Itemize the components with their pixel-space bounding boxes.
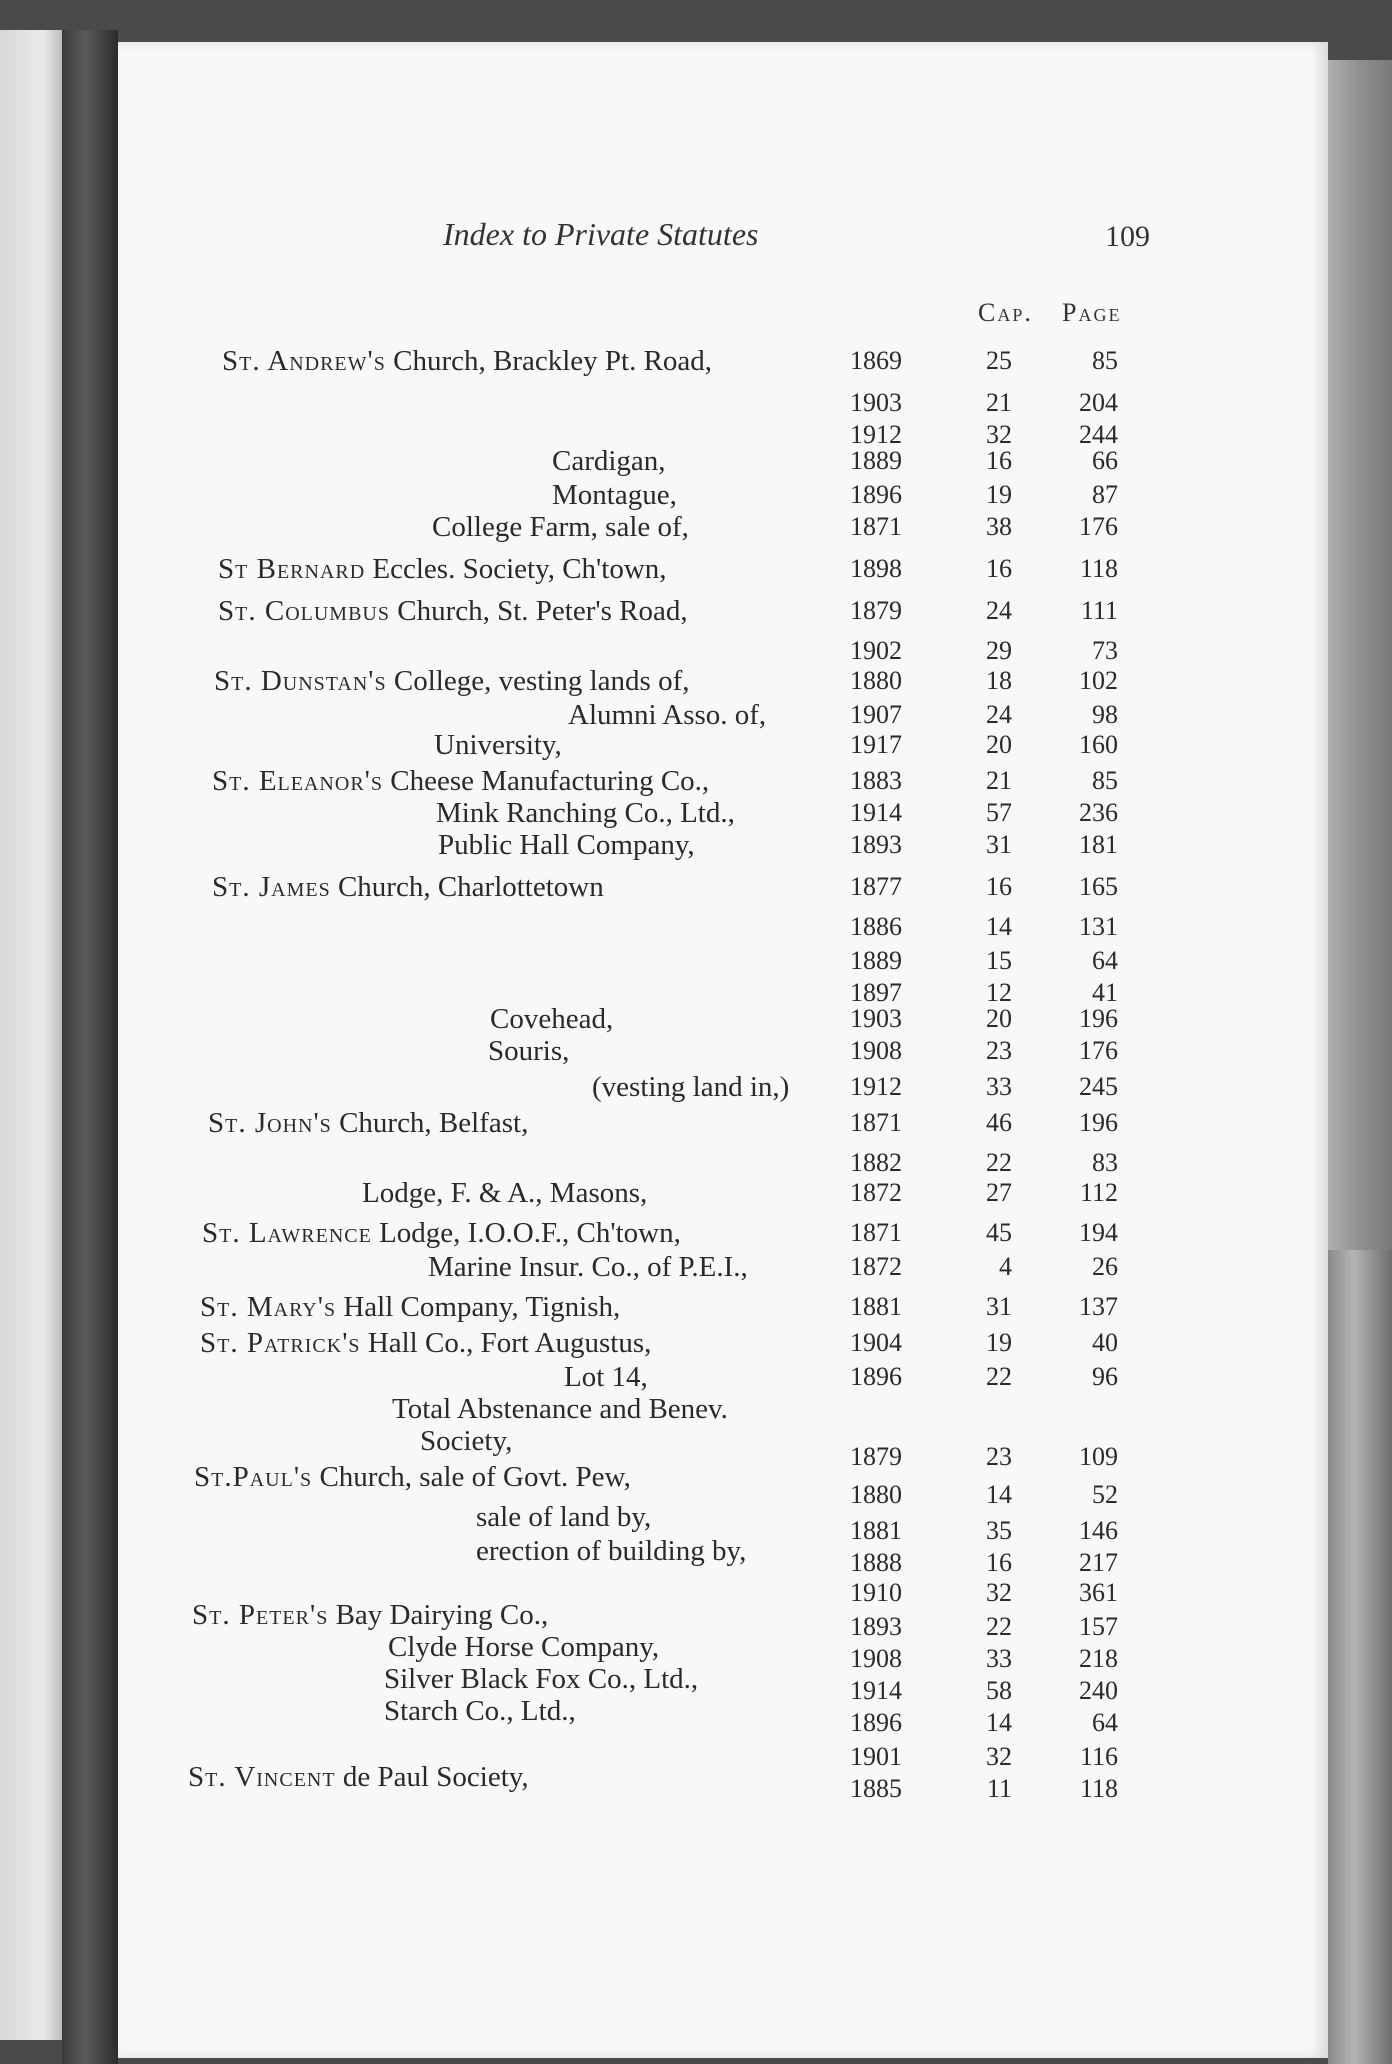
running-title: Index to Private Statutes (443, 216, 759, 252)
index-entry (0, 1034, 1392, 1068)
index-entry (0, 1106, 1392, 1140)
entry-year: 1904 (850, 1328, 902, 1357)
index-entry (0, 1002, 1392, 1036)
entry-text: Silver Black Fox Co., Ltd., (384, 1663, 699, 1695)
entry-year: 1877 (850, 872, 902, 901)
entry-cap: 20 (986, 1004, 1012, 1033)
entry-year: 1903 (850, 388, 902, 417)
entry-page: 146 (1079, 1516, 1118, 1545)
entry-page: 244 (1079, 420, 1118, 449)
entry-text: Bay Dairying Co., (328, 1599, 549, 1631)
entry-cap: 22 (986, 1362, 1012, 1391)
entry-page: 176 (1079, 1036, 1118, 1065)
entry-page: 96 (1092, 1362, 1118, 1391)
index-entry (0, 552, 1392, 586)
index-entry (0, 764, 1392, 798)
entry-page: 118 (1079, 554, 1118, 583)
entry-cap: 22 (986, 1148, 1012, 1177)
entry-year: 1893 (850, 830, 902, 859)
entry-cap: 20 (986, 730, 1012, 759)
entry-cap: 57 (986, 798, 1012, 827)
entry-text: Covehead, (490, 1003, 614, 1035)
page-number: 109 (1105, 220, 1150, 253)
index-entry (0, 386, 1392, 420)
entry-label (388, 1630, 659, 1664)
entry-label (476, 1500, 651, 1534)
entry-year: 1871 (850, 512, 902, 541)
entry-cap: 25 (986, 346, 1012, 375)
entry-year: 1869 (850, 346, 902, 375)
entry-year: 1907 (850, 700, 902, 729)
entry-page: 41 (1092, 978, 1118, 1007)
entry-cap: 23 (986, 1442, 1012, 1471)
entry-label (436, 796, 735, 830)
entry-text: Lodge, F. & A., Masons, (362, 1177, 648, 1209)
entry-text: sale of land by, (476, 1501, 652, 1533)
entry-text: (vesting land in,) (592, 1071, 790, 1103)
entry-year: 1872 (850, 1178, 902, 1207)
entry-label (384, 1662, 698, 1696)
entry-prefix: St. Dunstan's (214, 665, 387, 697)
column-heading-cap: Cap. (978, 298, 1033, 327)
entry-prefix: St Bernard (218, 553, 366, 585)
entry-label (420, 1424, 512, 1458)
entry-year: 1871 (850, 1218, 902, 1247)
entry-text: de Paul Society, (335, 1761, 529, 1793)
index-entry (0, 796, 1392, 830)
index-entry (0, 344, 1392, 378)
entry-text: Church, St. Peter's Road, (389, 595, 688, 627)
entry-page: 361 (1079, 1578, 1118, 1607)
entry-year: 1883 (850, 766, 902, 795)
entry-page: 102 (1079, 666, 1118, 695)
entry-cap: 12 (986, 978, 1012, 1007)
entry-year: 1879 (850, 1442, 902, 1471)
entry-text: Public Hall Company, (438, 829, 695, 861)
index-entry (0, 1460, 1392, 1509)
entry-page: 218 (1079, 1644, 1118, 1673)
entry-page: 85 (1092, 346, 1118, 375)
entry-year: 1886 (850, 912, 902, 941)
entry-text: Montague, (552, 479, 677, 511)
entry-label (552, 478, 677, 512)
entry-text: College Farm, sale of, (432, 511, 689, 543)
index-entry (0, 728, 1392, 762)
entry-label (188, 1760, 529, 1794)
entry-label (438, 828, 695, 862)
entry-cap: 19 (986, 480, 1012, 509)
entry-year: 1896 (850, 1362, 902, 1391)
entry-year: 1898 (850, 554, 902, 583)
index-entry (0, 1176, 1392, 1210)
entry-text: Church, Belfast, (331, 1107, 529, 1139)
entry-label (218, 594, 688, 628)
entry-prefix: St. Mary's (200, 1291, 337, 1323)
entry-cap: 4 (999, 1252, 1012, 1281)
entry-prefix: St. Andrew's (222, 345, 386, 377)
entry-year: 1908 (850, 1036, 902, 1065)
index-entry (0, 1630, 1392, 1673)
entry-page: 40 (1092, 1328, 1118, 1357)
entry-label (564, 1360, 648, 1394)
entry-text: Church, sale of Govt. Pew, (312, 1461, 631, 1493)
index-entry (0, 1070, 1392, 1104)
entry-year: 1893 (850, 1612, 902, 1641)
entry-prefix: St. Vincent (188, 1761, 336, 1793)
index-entry (0, 510, 1392, 544)
entry-cap: 45 (986, 1218, 1012, 1247)
entry-page: 116 (1079, 1742, 1118, 1771)
entry-label (434, 728, 562, 762)
entry-cap: 22 (986, 1612, 1012, 1641)
index-entry (0, 1534, 1392, 1577)
index-entry (0, 1326, 1392, 1360)
entry-cap: 14 (986, 1708, 1012, 1737)
entry-page: 64 (1092, 946, 1118, 975)
entry-year: 1880 (850, 666, 902, 695)
entry-cap: 11 (986, 1774, 1012, 1803)
entry-page: 181 (1079, 830, 1118, 859)
entry-label (222, 344, 712, 378)
entry-text: Hall Co., Fort Augustus, (360, 1327, 652, 1359)
index-entry (0, 594, 1392, 628)
entry-year: 1879 (850, 596, 902, 625)
entry-text: Church, Brackley Pt. Road, (385, 345, 713, 377)
entry-page: 245 (1079, 1072, 1118, 1101)
entry-year: 1881 (850, 1292, 902, 1321)
index-entry (0, 870, 1392, 904)
index-entry (0, 1760, 1392, 1803)
entry-cap: 16 (986, 554, 1012, 583)
entry-page: 87 (1092, 480, 1118, 509)
entry-label (362, 1176, 647, 1210)
entry-page: 85 (1092, 766, 1118, 795)
entry-cap: 21 (986, 766, 1012, 795)
entry-year: 1908 (850, 1644, 902, 1673)
entry-text: College, vesting lands of, (386, 665, 690, 697)
entry-page: 83 (1092, 1148, 1118, 1177)
entry-year: 1889 (850, 946, 902, 975)
entry-label (432, 510, 689, 544)
entry-text: Starch Co., Ltd., (384, 1695, 576, 1727)
entry-text: Eccles. Society, Ch'town, (365, 553, 667, 585)
entry-year: 1882 (850, 1148, 902, 1177)
entry-year: 1914 (850, 1676, 902, 1705)
entry-text: Lodge, I.O.O.F., Ch'town, (371, 1217, 681, 1249)
entry-cap: 29 (986, 636, 1012, 665)
entry-text: University, (434, 729, 562, 761)
entry-prefix: St. James (212, 871, 331, 903)
entry-label (194, 1460, 631, 1494)
entry-year: 1896 (850, 480, 902, 509)
entry-year: 1901 (850, 1742, 902, 1771)
index-entry (0, 1250, 1392, 1284)
index-entry (0, 1146, 1392, 1180)
entry-page: 204 (1079, 388, 1118, 417)
entry-page: 64 (1092, 1708, 1118, 1737)
entry-cap: 23 (986, 1036, 1012, 1065)
entry-year: 1880 (850, 1480, 902, 1509)
entry-year: 1881 (850, 1516, 902, 1545)
entry-label (488, 1034, 569, 1068)
entry-cap: 31 (986, 830, 1012, 859)
entry-year: 1910 (850, 1578, 902, 1607)
index-entry (0, 1424, 1392, 1471)
entry-page: 73 (1092, 636, 1118, 665)
entry-year: 1889 (850, 446, 902, 475)
entry-year: 1896 (850, 1708, 902, 1737)
index-entry (0, 1290, 1392, 1324)
entry-cap: 32 (986, 420, 1012, 449)
entry-cap: 16 (986, 446, 1012, 475)
entry-label (428, 1250, 748, 1284)
entry-text: Clyde Horse Company, (388, 1631, 660, 1663)
index-entry (0, 698, 1392, 732)
entry-prefix: St. John's (208, 1107, 332, 1139)
entry-cap: 46 (986, 1108, 1012, 1137)
entry-page: 52 (1092, 1480, 1118, 1509)
index-entry (0, 634, 1392, 668)
entry-page: 26 (1092, 1252, 1118, 1281)
entry-label (212, 870, 604, 904)
entry-year: 1872 (850, 1252, 902, 1281)
entry-label (392, 1392, 728, 1426)
entry-cap: 16 (986, 872, 1012, 901)
entry-prefix: St. Eleanor's (212, 765, 384, 797)
entry-page: 217 (1079, 1548, 1118, 1577)
entry-cap: 14 (986, 912, 1012, 941)
entry-text: Lot 14, (564, 1361, 648, 1393)
entry-year: 1912 (850, 420, 902, 449)
entry-prefix: St.Paul's (194, 1461, 313, 1493)
entry-cap: 38 (986, 512, 1012, 541)
entry-page: 194 (1079, 1218, 1118, 1247)
entry-page: 176 (1079, 512, 1118, 541)
entry-text: Marine Insur. Co., of P.E.I., (428, 1251, 748, 1283)
entry-page: 66 (1092, 446, 1118, 475)
entry-label (490, 1002, 613, 1036)
index-entry (0, 1500, 1392, 1545)
index-entry (0, 1662, 1392, 1705)
entry-year: 1888 (850, 1548, 902, 1577)
index-entry (0, 1392, 1392, 1426)
entry-label (200, 1326, 651, 1360)
entry-page: 157 (1079, 1612, 1118, 1641)
entry-cap: 18 (986, 666, 1012, 695)
index-entry (0, 910, 1392, 944)
entry-year: 1902 (850, 636, 902, 665)
entry-text: Total Abstenance and Benev. (392, 1393, 728, 1425)
entry-page: 240 (1079, 1676, 1118, 1705)
entry-label (384, 1694, 576, 1728)
entry-cap: 33 (986, 1644, 1012, 1673)
entry-cap: 58 (986, 1676, 1012, 1705)
entry-text: Alumni Asso. of, (568, 699, 767, 731)
entry-prefix: St. Peter's (192, 1599, 329, 1631)
entry-page: 165 (1079, 872, 1118, 901)
entry-text: Cheese Manufacturing Co., (383, 765, 710, 797)
entry-label (568, 698, 766, 732)
column-heading-page: Page (1062, 298, 1122, 327)
entry-page: 236 (1079, 798, 1118, 827)
entry-year: 1897 (850, 978, 902, 1007)
entry-cap: 33 (986, 1072, 1012, 1101)
entry-cap: 24 (986, 700, 1012, 729)
index-entry (0, 1694, 1392, 1737)
entry-cap: 15 (986, 946, 1012, 975)
entry-label (592, 1070, 789, 1104)
entry-label (214, 664, 690, 698)
entry-text: Society, (420, 1425, 513, 1457)
entry-prefix: St. Columbus (218, 595, 390, 627)
entry-cap: 14 (986, 1480, 1012, 1509)
entry-page: 137 (1079, 1292, 1118, 1321)
index-entry (0, 1598, 1392, 1641)
entry-text: Souris, (488, 1035, 570, 1067)
index-entry (0, 828, 1392, 862)
entry-text: Church, Charlottetown (330, 871, 604, 903)
entry-label (202, 1216, 681, 1250)
entry-page: 112 (1079, 1178, 1118, 1207)
entry-year: 1912 (850, 1072, 902, 1101)
entry-cap: 32 (986, 1578, 1012, 1607)
entry-cap: 32 (986, 1742, 1012, 1771)
entry-cap: 24 (986, 596, 1012, 625)
entry-label (218, 552, 667, 586)
entry-year: 1914 (850, 798, 902, 827)
entry-prefix: St. Lawrence (202, 1217, 372, 1249)
entry-label (192, 1598, 548, 1632)
entry-cap: 16 (986, 1548, 1012, 1577)
entry-page: 196 (1079, 1108, 1118, 1137)
entry-cap: 27 (986, 1178, 1012, 1207)
entry-text: Hall Company, Tignish, (336, 1291, 621, 1323)
entry-page: 98 (1092, 700, 1118, 729)
entry-year: 1885 (850, 1774, 902, 1803)
entry-page: 111 (1080, 596, 1118, 625)
index-entry (0, 444, 1392, 478)
index-entry (0, 478, 1392, 512)
entry-prefix: St. Patrick's (200, 1327, 361, 1359)
entry-text: Cardigan, (552, 445, 666, 477)
entry-year: 1903 (850, 1004, 902, 1033)
index-entry (0, 1216, 1392, 1250)
entry-year: 1871 (850, 1108, 902, 1137)
index-entry (0, 944, 1392, 978)
entry-page: 118 (1079, 1774, 1118, 1803)
entry-label (552, 444, 666, 478)
entry-label (212, 764, 709, 798)
index-entry (0, 664, 1392, 698)
entry-cap: 19 (986, 1328, 1012, 1357)
entry-cap: 21 (986, 388, 1012, 417)
entry-page: 109 (1079, 1442, 1118, 1471)
entry-cap: 35 (986, 1516, 1012, 1545)
entry-cap: 31 (986, 1292, 1012, 1321)
entry-label (208, 1106, 528, 1140)
entry-page: 160 (1079, 730, 1118, 759)
entry-label (200, 1290, 620, 1324)
entry-text: erection of building by, (476, 1535, 747, 1567)
entry-page: 131 (1079, 912, 1118, 941)
index-entry (0, 1360, 1392, 1394)
entry-year: 1917 (850, 730, 902, 759)
entry-label (476, 1534, 746, 1568)
entry-page: 196 (1079, 1004, 1118, 1033)
entry-text: Mink Ranching Co., Ltd., (436, 797, 735, 829)
